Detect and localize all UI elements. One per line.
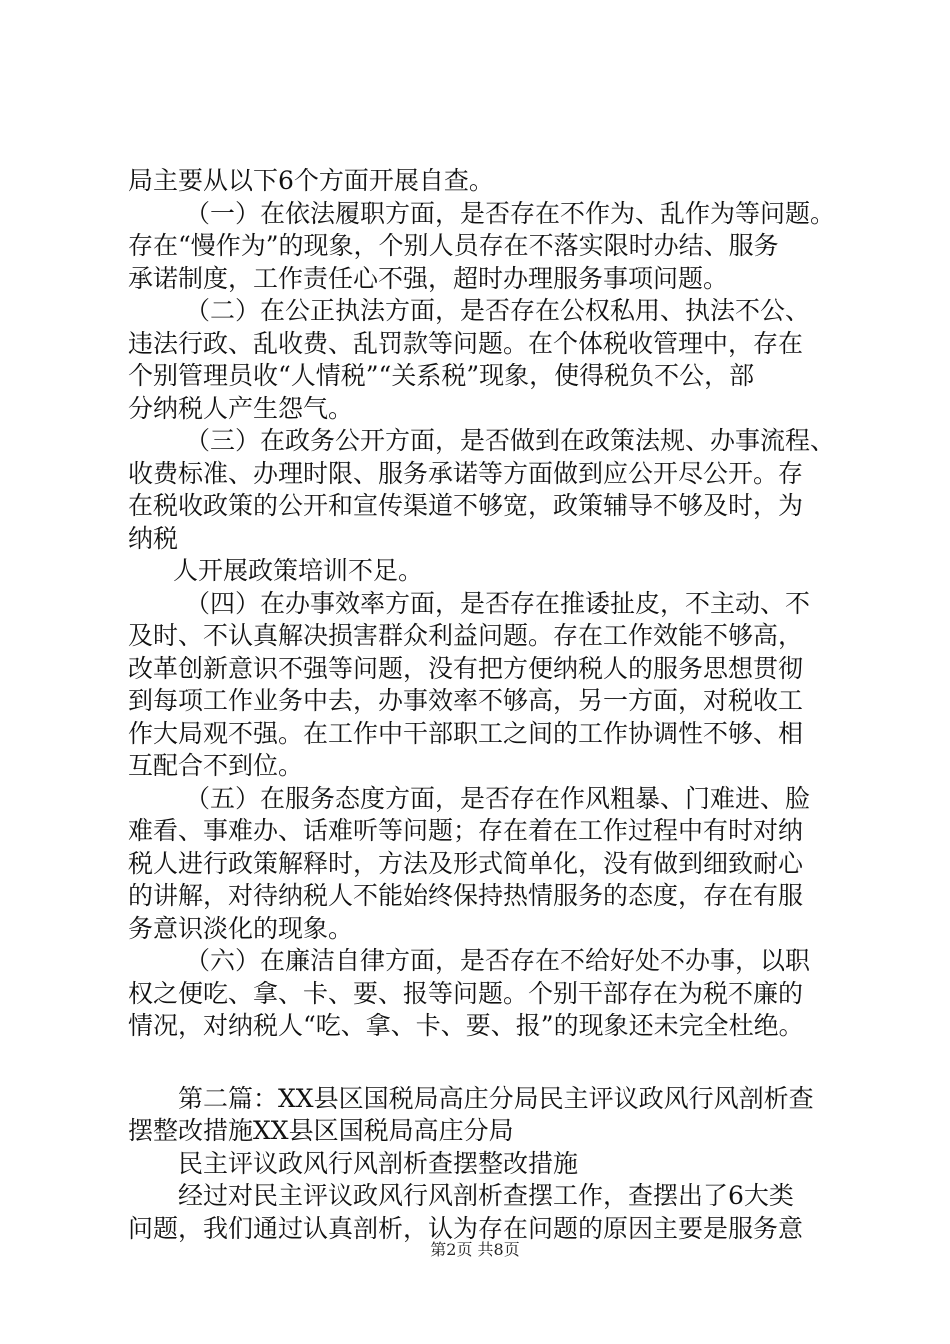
text-line: 分纳税人产生怨气。 xyxy=(128,393,354,423)
page-number: 第2页 共8页 xyxy=(430,1240,520,1259)
text-line: 互配合不到位。 xyxy=(128,751,304,780)
section-subheading: 民主评议政风行风剖析查摆整改措施 xyxy=(178,1148,579,1178)
text-line: 纳税 xyxy=(128,523,179,553)
text-line: 在税收政策的公开和宣传渠道不够宽，政策辅导不够及时，为 xyxy=(128,491,804,520)
text-line: 难看、事难办、话难听等问题；存在着在工作过程中有时对纳 xyxy=(128,816,804,845)
text-line: 局主要从以下6个方面开展自查。 xyxy=(128,166,494,195)
text-line: 到每项工作业务中去，办事效率不够高，另一方面，对税收工 xyxy=(128,686,804,715)
text-line: 税人进行政策解释时，方法及形式简单化，没有做到细致耐心 xyxy=(128,848,804,878)
text-line: （二）在公正执法方面，是否存在公权私用、执法不公、 xyxy=(185,296,811,325)
text-line: 人开展政策培训不足。 xyxy=(173,556,424,585)
section-heading: 第二篇：XX县区国税局高庄分局民主评议政风行风剖析查 xyxy=(178,1083,814,1113)
text-line: 存在“慢作为”的现象，个别人员存在不落实限时办结、服务 xyxy=(128,231,779,260)
page-footer xyxy=(0,1240,950,1260)
text-line: 承诺制度，工作责任心不强，超时办理服务事项问题。 xyxy=(128,263,729,293)
text-line: 情况，对纳税人“吃、拿、卡、要、报”的现象还未完全杜绝。 xyxy=(128,1011,804,1040)
text-line: 改革创新意识不强等问题，没有把方便纳税人的服务思想贯彻 xyxy=(128,653,804,683)
section-heading: 摆整改措施XX县区国税局高庄分局 xyxy=(128,1116,514,1145)
paragraph-gap xyxy=(128,1043,838,1083)
text-line: 收费标准、办理时限、服务承诺等方面做到应公开尽公开。存 xyxy=(128,458,804,488)
text-line: （三）在政务公开方面，是否做到在政策法规、办事流程、 xyxy=(185,426,836,455)
text-line: 个别管理员收“人情税”“关系税”现象，使得税负不公，部 xyxy=(128,361,755,390)
text-line: （四）在办事效率方面，是否存在推诿扯皮，不主动、不 xyxy=(185,588,811,618)
text-line: 作大局观不强。在工作中干部职工之间的工作协调性不够、相 xyxy=(128,718,804,748)
text-line: 务意识淡化的现象。 xyxy=(128,913,354,943)
text-line: 及时、不认真解决损害群众利益问题。存在工作效能不够高， xyxy=(128,621,804,650)
text-line: （六）在廉洁自律方面，是否存在不给好处不办事，以职 xyxy=(185,946,811,975)
document-body xyxy=(128,165,838,1245)
text-line: 的讲解，对待纳税人不能始终保持热情服务的态度，存在有服 xyxy=(128,881,804,910)
text-line: 问题，我们通过认真剖析，认为存在问题的原因主要是服务意 xyxy=(128,1213,804,1243)
text-line: 经过对民主评议政风行风剖析查摆工作，查摆出了6大类 xyxy=(178,1181,794,1210)
text-line: （五）在服务态度方面，是否存在作风粗暴、门难进、脸 xyxy=(185,783,811,813)
text-line: 违法行政、乱收费、乱罚款等问题。在个体税收管理中，存在 xyxy=(128,328,804,358)
text-line: （一）在依法履职方面，是否存在不作为、乱作为等问题。 xyxy=(185,198,836,228)
text-line: 权之便吃、拿、卡、要、报等问题。个别干部存在为税不廉的 xyxy=(128,978,804,1008)
